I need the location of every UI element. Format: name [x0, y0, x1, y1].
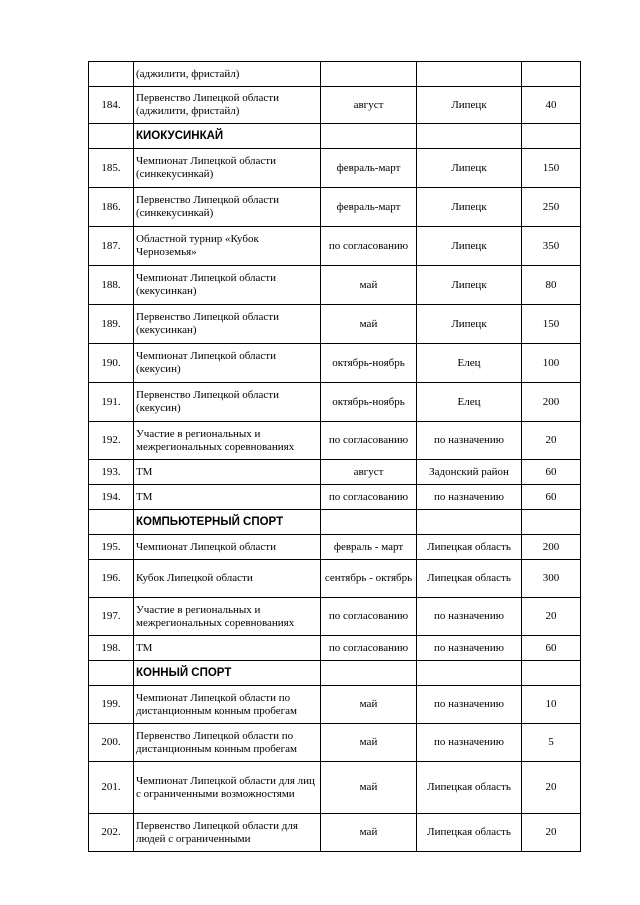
date-cell: август: [321, 460, 417, 485]
row-number-cell: 184.: [89, 87, 134, 124]
date-cell: [321, 124, 417, 149]
section-title: КОМПЬЮТЕРНЫЙ СПОРТ: [134, 510, 321, 535]
row-number-cell: 193.: [89, 460, 134, 485]
section-title: КОННЫЙ СПОРТ: [134, 661, 321, 686]
participants-cell: 150: [522, 305, 581, 344]
date-cell: май: [321, 762, 417, 814]
schedule-table: [88, 61, 581, 852]
date-cell: [321, 62, 417, 87]
event-name-cell: Чемпионат Липецкой области (кекусин): [134, 344, 321, 383]
place-cell: [417, 510, 522, 535]
table-row: [89, 62, 581, 87]
participants-cell: 20: [522, 598, 581, 636]
table-row: [89, 636, 581, 661]
participants-cell: 200: [522, 535, 581, 560]
event-name-cell: Участие в региональных и межрегиональных соревнованиях: [134, 422, 321, 460]
table-row: [89, 724, 581, 762]
participants-cell: 20: [522, 422, 581, 460]
row-number-cell: 189.: [89, 305, 134, 344]
event-name-cell: Чемпионат Липецкой области (синкекусинкай): [134, 149, 321, 188]
place-cell: Липецк: [417, 227, 522, 266]
event-name-cell: Первенство Липецкой области (синкекусинкай): [134, 188, 321, 227]
date-cell: по согласованию: [321, 227, 417, 266]
place-cell: Липецк: [417, 305, 522, 344]
row-number-cell: 196.: [89, 560, 134, 598]
table-row: [89, 686, 581, 724]
place-cell: Липецкая область: [417, 560, 522, 598]
table-row: [89, 560, 581, 598]
participants-cell: 40: [522, 87, 581, 124]
table-row: [89, 188, 581, 227]
participants-cell: 60: [522, 636, 581, 661]
row-number-cell: 186.: [89, 188, 134, 227]
participants-cell: 250: [522, 188, 581, 227]
schedule-table-body: [89, 62, 581, 852]
place-cell: Елец: [417, 344, 522, 383]
section-title: КИОКУСИНКАЙ: [134, 124, 321, 149]
place-cell: [417, 62, 522, 87]
participants-cell: 200: [522, 383, 581, 422]
row-number-cell: 185.: [89, 149, 134, 188]
date-cell: февраль-март: [321, 188, 417, 227]
table-row: [89, 598, 581, 636]
participants-cell: 350: [522, 227, 581, 266]
date-cell: [321, 510, 417, 535]
event-name-cell: Областной турнир «Кубок Черноземья»: [134, 227, 321, 266]
row-number-cell: 198.: [89, 636, 134, 661]
row-number-cell: 200.: [89, 724, 134, 762]
row-number-cell: [89, 62, 134, 87]
participants-cell: [522, 510, 581, 535]
participants-cell: 5: [522, 724, 581, 762]
table-row: [89, 485, 581, 510]
date-cell: февраль-март: [321, 149, 417, 188]
row-number-cell: 199.: [89, 686, 134, 724]
table-row: [89, 305, 581, 344]
row-number-cell: [89, 661, 134, 686]
participants-cell: [522, 62, 581, 87]
row-number-cell: 187.: [89, 227, 134, 266]
date-cell: октябрь-ноябрь: [321, 383, 417, 422]
place-cell: Липецк: [417, 149, 522, 188]
place-cell: по назначению: [417, 598, 522, 636]
row-number-cell: 190.: [89, 344, 134, 383]
participants-cell: [522, 124, 581, 149]
date-cell: по согласованию: [321, 598, 417, 636]
date-cell: по согласованию: [321, 485, 417, 510]
date-cell: октябрь-ноябрь: [321, 344, 417, 383]
date-cell: февраль - март: [321, 535, 417, 560]
date-cell: по согласованию: [321, 422, 417, 460]
event-name-cell: ТМ: [134, 485, 321, 510]
table-row: [89, 227, 581, 266]
event-name-cell: Первенство Липецкой области (кекусинкан): [134, 305, 321, 344]
event-name-cell: Чемпионат Липецкой области (кекусинкан): [134, 266, 321, 305]
date-cell: май: [321, 686, 417, 724]
place-cell: Задонский район: [417, 460, 522, 485]
event-name-cell: Чемпионат Липецкой области: [134, 535, 321, 560]
event-name-cell: Кубок Липецкой области: [134, 560, 321, 598]
participants-cell: 10: [522, 686, 581, 724]
row-number-cell: 197.: [89, 598, 134, 636]
table-row: [89, 87, 581, 124]
row-number-cell: 191.: [89, 383, 134, 422]
place-cell: Липецк: [417, 87, 522, 124]
place-cell: Липецк: [417, 188, 522, 227]
place-cell: по назначению: [417, 422, 522, 460]
row-number-cell: 194.: [89, 485, 134, 510]
row-number-cell: 188.: [89, 266, 134, 305]
event-name-cell: Чемпионат Липецкой области по дистанционным конным пробегам: [134, 686, 321, 724]
section-header-row: [89, 510, 581, 535]
place-cell: по назначению: [417, 686, 522, 724]
participants-cell: 300: [522, 560, 581, 598]
place-cell: [417, 661, 522, 686]
event-name-cell: Участие в региональных и межрегиональных соревнованиях: [134, 598, 321, 636]
event-name-cell: Первенство Липецкой области по дистанционным конным пробегам: [134, 724, 321, 762]
event-name-cell: Первенство Липецкой области (аджилити, фристайл): [134, 87, 321, 124]
place-cell: Липецкая область: [417, 814, 522, 852]
participants-cell: [522, 661, 581, 686]
place-cell: Липецк: [417, 266, 522, 305]
row-number-cell: [89, 510, 134, 535]
date-cell: по согласованию: [321, 636, 417, 661]
participants-cell: 80: [522, 266, 581, 305]
table-row: [89, 422, 581, 460]
participants-cell: 20: [522, 762, 581, 814]
table-row: [89, 762, 581, 814]
event-name-cell: ТМ: [134, 636, 321, 661]
row-number-cell: [89, 124, 134, 149]
table-row: [89, 535, 581, 560]
row-number-cell: 201.: [89, 762, 134, 814]
table-row: [89, 814, 581, 852]
participants-cell: 20: [522, 814, 581, 852]
date-cell: май: [321, 266, 417, 305]
date-cell: май: [321, 814, 417, 852]
event-name-cell: Чемпионат Липецкой области для лиц с ограниченными возможностями: [134, 762, 321, 814]
date-cell: [321, 661, 417, 686]
table-row: [89, 344, 581, 383]
place-cell: Липецкая область: [417, 535, 522, 560]
participants-cell: 150: [522, 149, 581, 188]
row-number-cell: 192.: [89, 422, 134, 460]
place-cell: по назначению: [417, 485, 522, 510]
event-name-cell: Первенство Липецкой области для людей с ограниченными: [134, 814, 321, 852]
participants-cell: 100: [522, 344, 581, 383]
section-header-row: [89, 661, 581, 686]
place-cell: [417, 124, 522, 149]
table-row: [89, 266, 581, 305]
row-number-cell: 195.: [89, 535, 134, 560]
place-cell: Липецкая область: [417, 762, 522, 814]
row-number-cell: 202.: [89, 814, 134, 852]
place-cell: по назначению: [417, 724, 522, 762]
place-cell: Елец: [417, 383, 522, 422]
date-cell: май: [321, 305, 417, 344]
event-name-cell: ТМ: [134, 460, 321, 485]
event-name-cell: Первенство Липецкой области (кекусин): [134, 383, 321, 422]
section-header-row: [89, 124, 581, 149]
participants-cell: 60: [522, 460, 581, 485]
table-row: [89, 460, 581, 485]
date-cell: август: [321, 87, 417, 124]
place-cell: по назначению: [417, 636, 522, 661]
participants-cell: 60: [522, 485, 581, 510]
date-cell: сентябрь - октябрь: [321, 560, 417, 598]
date-cell: май: [321, 724, 417, 762]
table-row: [89, 149, 581, 188]
event-name-cell: (аджилити, фристайл): [134, 62, 321, 87]
table-row: [89, 383, 581, 422]
